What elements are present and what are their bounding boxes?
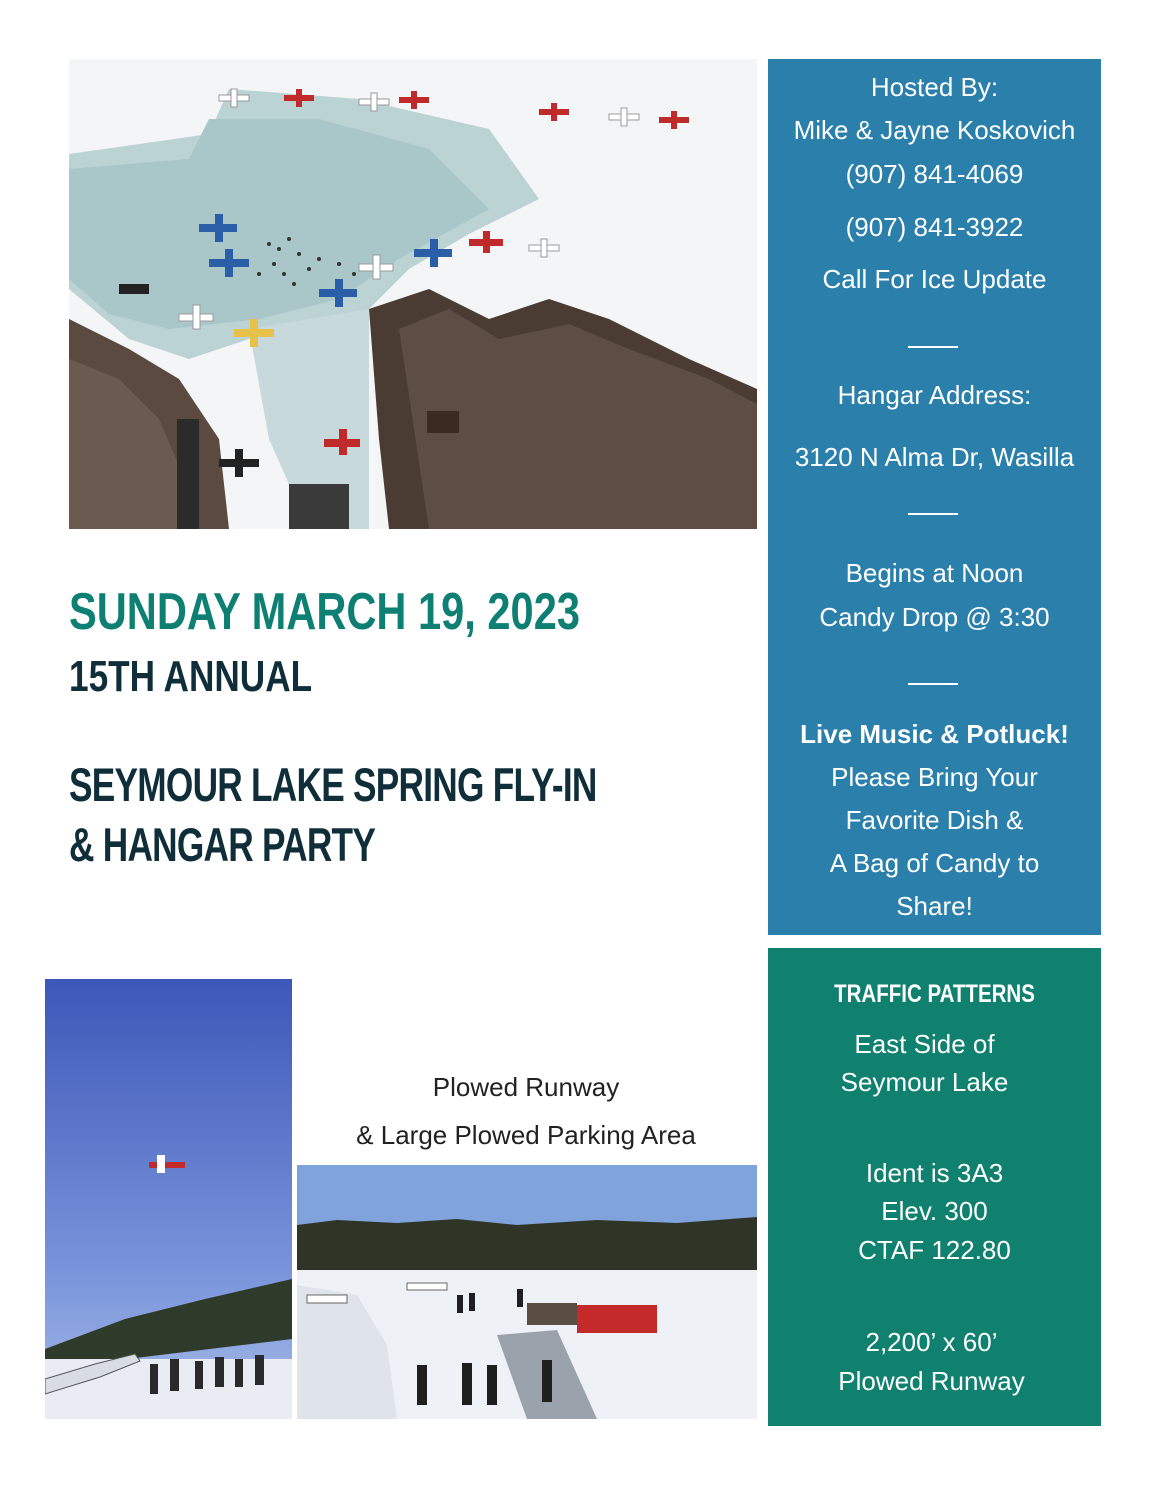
parking-area-photo bbox=[297, 1165, 757, 1419]
hosted-by-label: Hosted By: bbox=[870, 72, 999, 102]
start-time: Begins at Noon bbox=[845, 558, 1024, 588]
airport-ident: Ident is 3A3 bbox=[865, 1158, 1004, 1188]
event-date: SUNDAY MARCH 19, 2023 bbox=[69, 583, 580, 641]
divider bbox=[908, 683, 958, 685]
plane-in-sky-photo bbox=[45, 979, 292, 1419]
hangar-address-label: Hangar Address: bbox=[837, 380, 1032, 410]
runway-dimensions: 2,200’ x 60’ bbox=[865, 1327, 998, 1357]
host-phone-2: (907) 841-3922 bbox=[845, 212, 1024, 242]
traffic-pattern-panel bbox=[768, 948, 1101, 1426]
bring-dish-line1: Please Bring Your bbox=[831, 762, 1038, 792]
bring-dish-line3: A Bag of Candy to bbox=[829, 848, 1040, 878]
photo-caption-line1: Plowed Runway bbox=[432, 1072, 620, 1102]
traffic-side-line2: Seymour Lake bbox=[840, 1067, 1009, 1097]
hangar-address: 3120 N Alma Dr, Wasilla bbox=[794, 442, 1075, 472]
bring-dish-line4: Share! bbox=[896, 891, 973, 921]
ice-update-note: Call For Ice Update bbox=[822, 264, 1047, 294]
divider bbox=[908, 513, 958, 515]
traffic-patterns-title: TRAFFIC PATTERNS bbox=[834, 980, 1035, 1008]
photo-caption-line2: & Large Plowed Parking Area bbox=[356, 1120, 696, 1150]
aerial-photo bbox=[69, 59, 757, 529]
airport-elevation: Elev. 300 bbox=[881, 1196, 988, 1226]
divider bbox=[908, 346, 958, 348]
bring-dish-line2: Favorite Dish & bbox=[845, 805, 1024, 835]
host-names: Mike & Jayne Koskovich bbox=[793, 115, 1076, 145]
event-title-line1: SEYMOUR LAKE SPRING FLY-IN bbox=[69, 758, 597, 811]
event-title-line2: & HANGAR PARTY bbox=[69, 818, 376, 871]
anniversary-label: 15TH ANNUAL bbox=[69, 652, 313, 701]
event-info-panel bbox=[768, 59, 1101, 935]
host-phone-1: (907) 841-4069 bbox=[845, 159, 1024, 189]
traffic-side-line1: East Side of bbox=[854, 1029, 995, 1059]
music-potluck: Live Music & Potluck! bbox=[800, 719, 1069, 749]
runway-label: Plowed Runway bbox=[838, 1366, 1025, 1396]
candy-drop-time: Candy Drop @ 3:30 bbox=[819, 602, 1050, 632]
airport-ctaf: CTAF 122.80 bbox=[858, 1235, 1011, 1265]
